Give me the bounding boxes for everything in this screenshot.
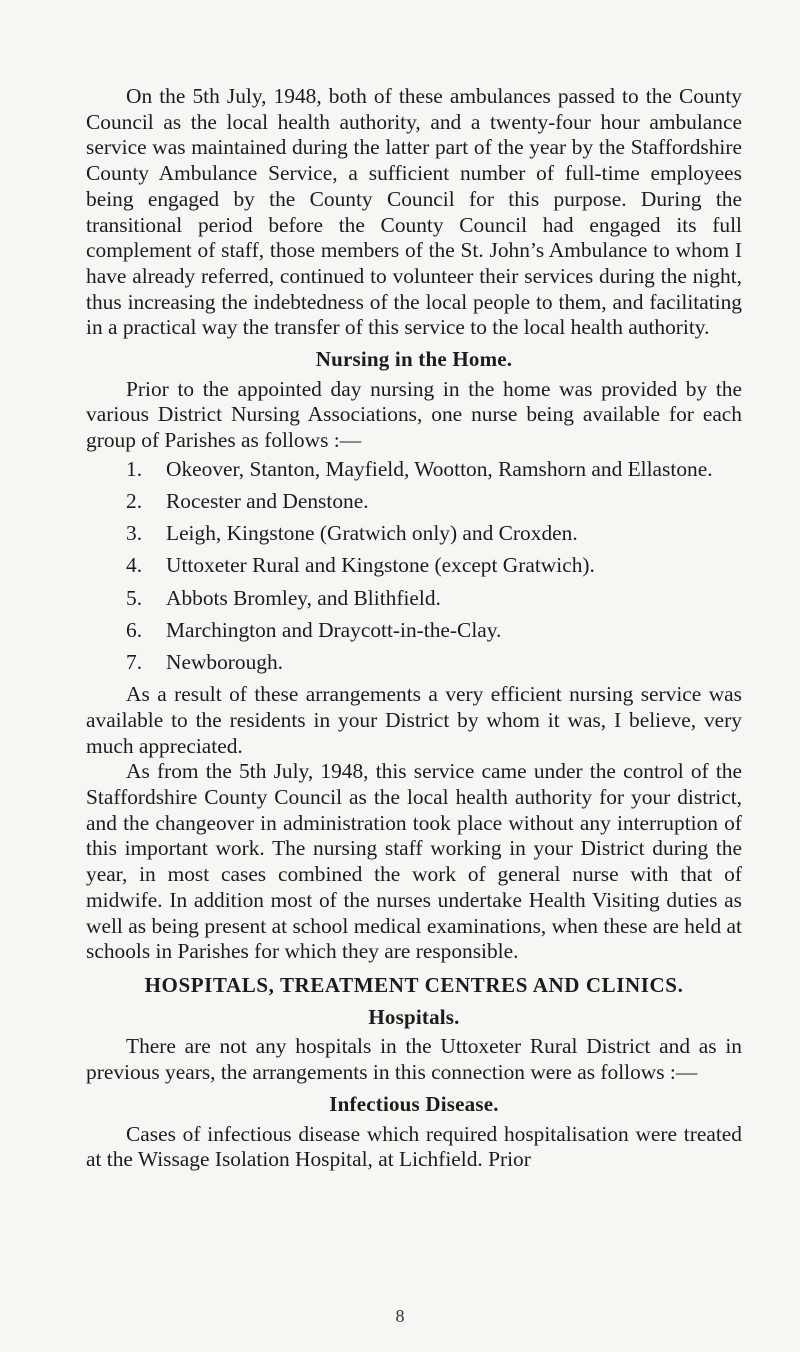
list-item-text: Marchington and Draycott-in-the-Clay. xyxy=(166,617,502,642)
list-item-text: Rocester and Denstone. xyxy=(166,489,369,514)
nursing-in-home-heading: Nursing in the Home. xyxy=(315,347,513,372)
page-number: 8 xyxy=(395,1306,405,1326)
list-item xyxy=(86,489,742,515)
list-item-number: 6. xyxy=(126,617,143,642)
list-item-number: 4. xyxy=(126,553,143,578)
hospitals-treatment-clinics-heading: HOSPITALS, TREATMENT CENTRES AND CLINICS. xyxy=(144,973,684,997)
infectious-disease-heading: Infectious Disease. xyxy=(329,1091,499,1116)
list-item-text: Uttoxeter Rural and Kingstone (except Gratwich). xyxy=(166,553,595,578)
nursing-result-paragraph: As a result of these arrangements a very efficient nursing service was available to the residents in your District by whom it was, I believe, very much appreciated. xyxy=(86,682,742,758)
list-item-text: Okeover, Stanton, Mayfield, Wootton, Ramshorn and Ellastone. xyxy=(166,456,713,481)
list-item-number: 7. xyxy=(126,650,143,675)
hospitals-paragraph: There are not any hospitals in the Uttoxeter Rural District and as in previous years, the arrangements in this connection were as follows :— xyxy=(86,1034,742,1085)
list-item-text: Leigh, Kingstone (Gratwich only) and Croxden. xyxy=(166,521,578,546)
list-item-number: 5. xyxy=(126,585,143,610)
parish-groups-list xyxy=(86,457,742,676)
list-item-number: 2. xyxy=(126,489,143,514)
nursing-changeover-paragraph: As from the 5th July, 1948, this service came under the control of the Staffordshire County Council as the local health authority for your district, and the changeover in administration took place without any interruption of this important work. The nursing staff working in your District during the year, in most cases combined the work of general nurse with that of midwife. In addition most of the nurses undertake Health Visiting duties as well as being present at school medical examinations, when these are held at schools in Parishes for which they are responsible. xyxy=(86,759,742,964)
list-item-text: Newborough. xyxy=(166,650,284,675)
list-item xyxy=(86,650,742,676)
list-item xyxy=(86,457,742,483)
list-item-number: 3. xyxy=(126,521,143,546)
list-item xyxy=(86,553,742,579)
hospitals-heading: Hospitals. xyxy=(368,1004,460,1029)
list-item xyxy=(86,586,742,612)
ambulance-paragraph: On the 5th July, 1948, both of these ambulances passed to the County Council as the local health authority, and a twenty-four hour ambulance service was maintained during the latter part of the year by the Staffordshire County Ambulance Service, a sufficient number of full-time employees being engaged by the County Council for this purpose. During the transitional period before the County Council had engaged its full complement of staff, those members of the St. John’s Ambulance to whom I have already referred, continued to volunteer their services during the night, thus increasing the indebtedness of the local people to them, and facilitating in a practical way the transfer of this service to the local health authority. xyxy=(86,84,742,340)
list-item xyxy=(86,521,742,547)
nursing-intro-paragraph: Prior to the appointed day nursing in the home was provided by the various District Nursing Associations, one nurse being available for each group of Parishes as follows :— xyxy=(86,376,742,453)
infectious-disease-paragraph: Cases of infectious disease which required hospitalisation were treated at the Wissage Isolation Hospital, at Lichfield. Prior xyxy=(86,1121,742,1172)
list-item-text: Abbots Bromley, and Blithfield. xyxy=(166,585,441,610)
document-page xyxy=(86,84,742,1173)
list-item xyxy=(86,618,742,644)
list-item-number: 1. xyxy=(126,456,143,481)
